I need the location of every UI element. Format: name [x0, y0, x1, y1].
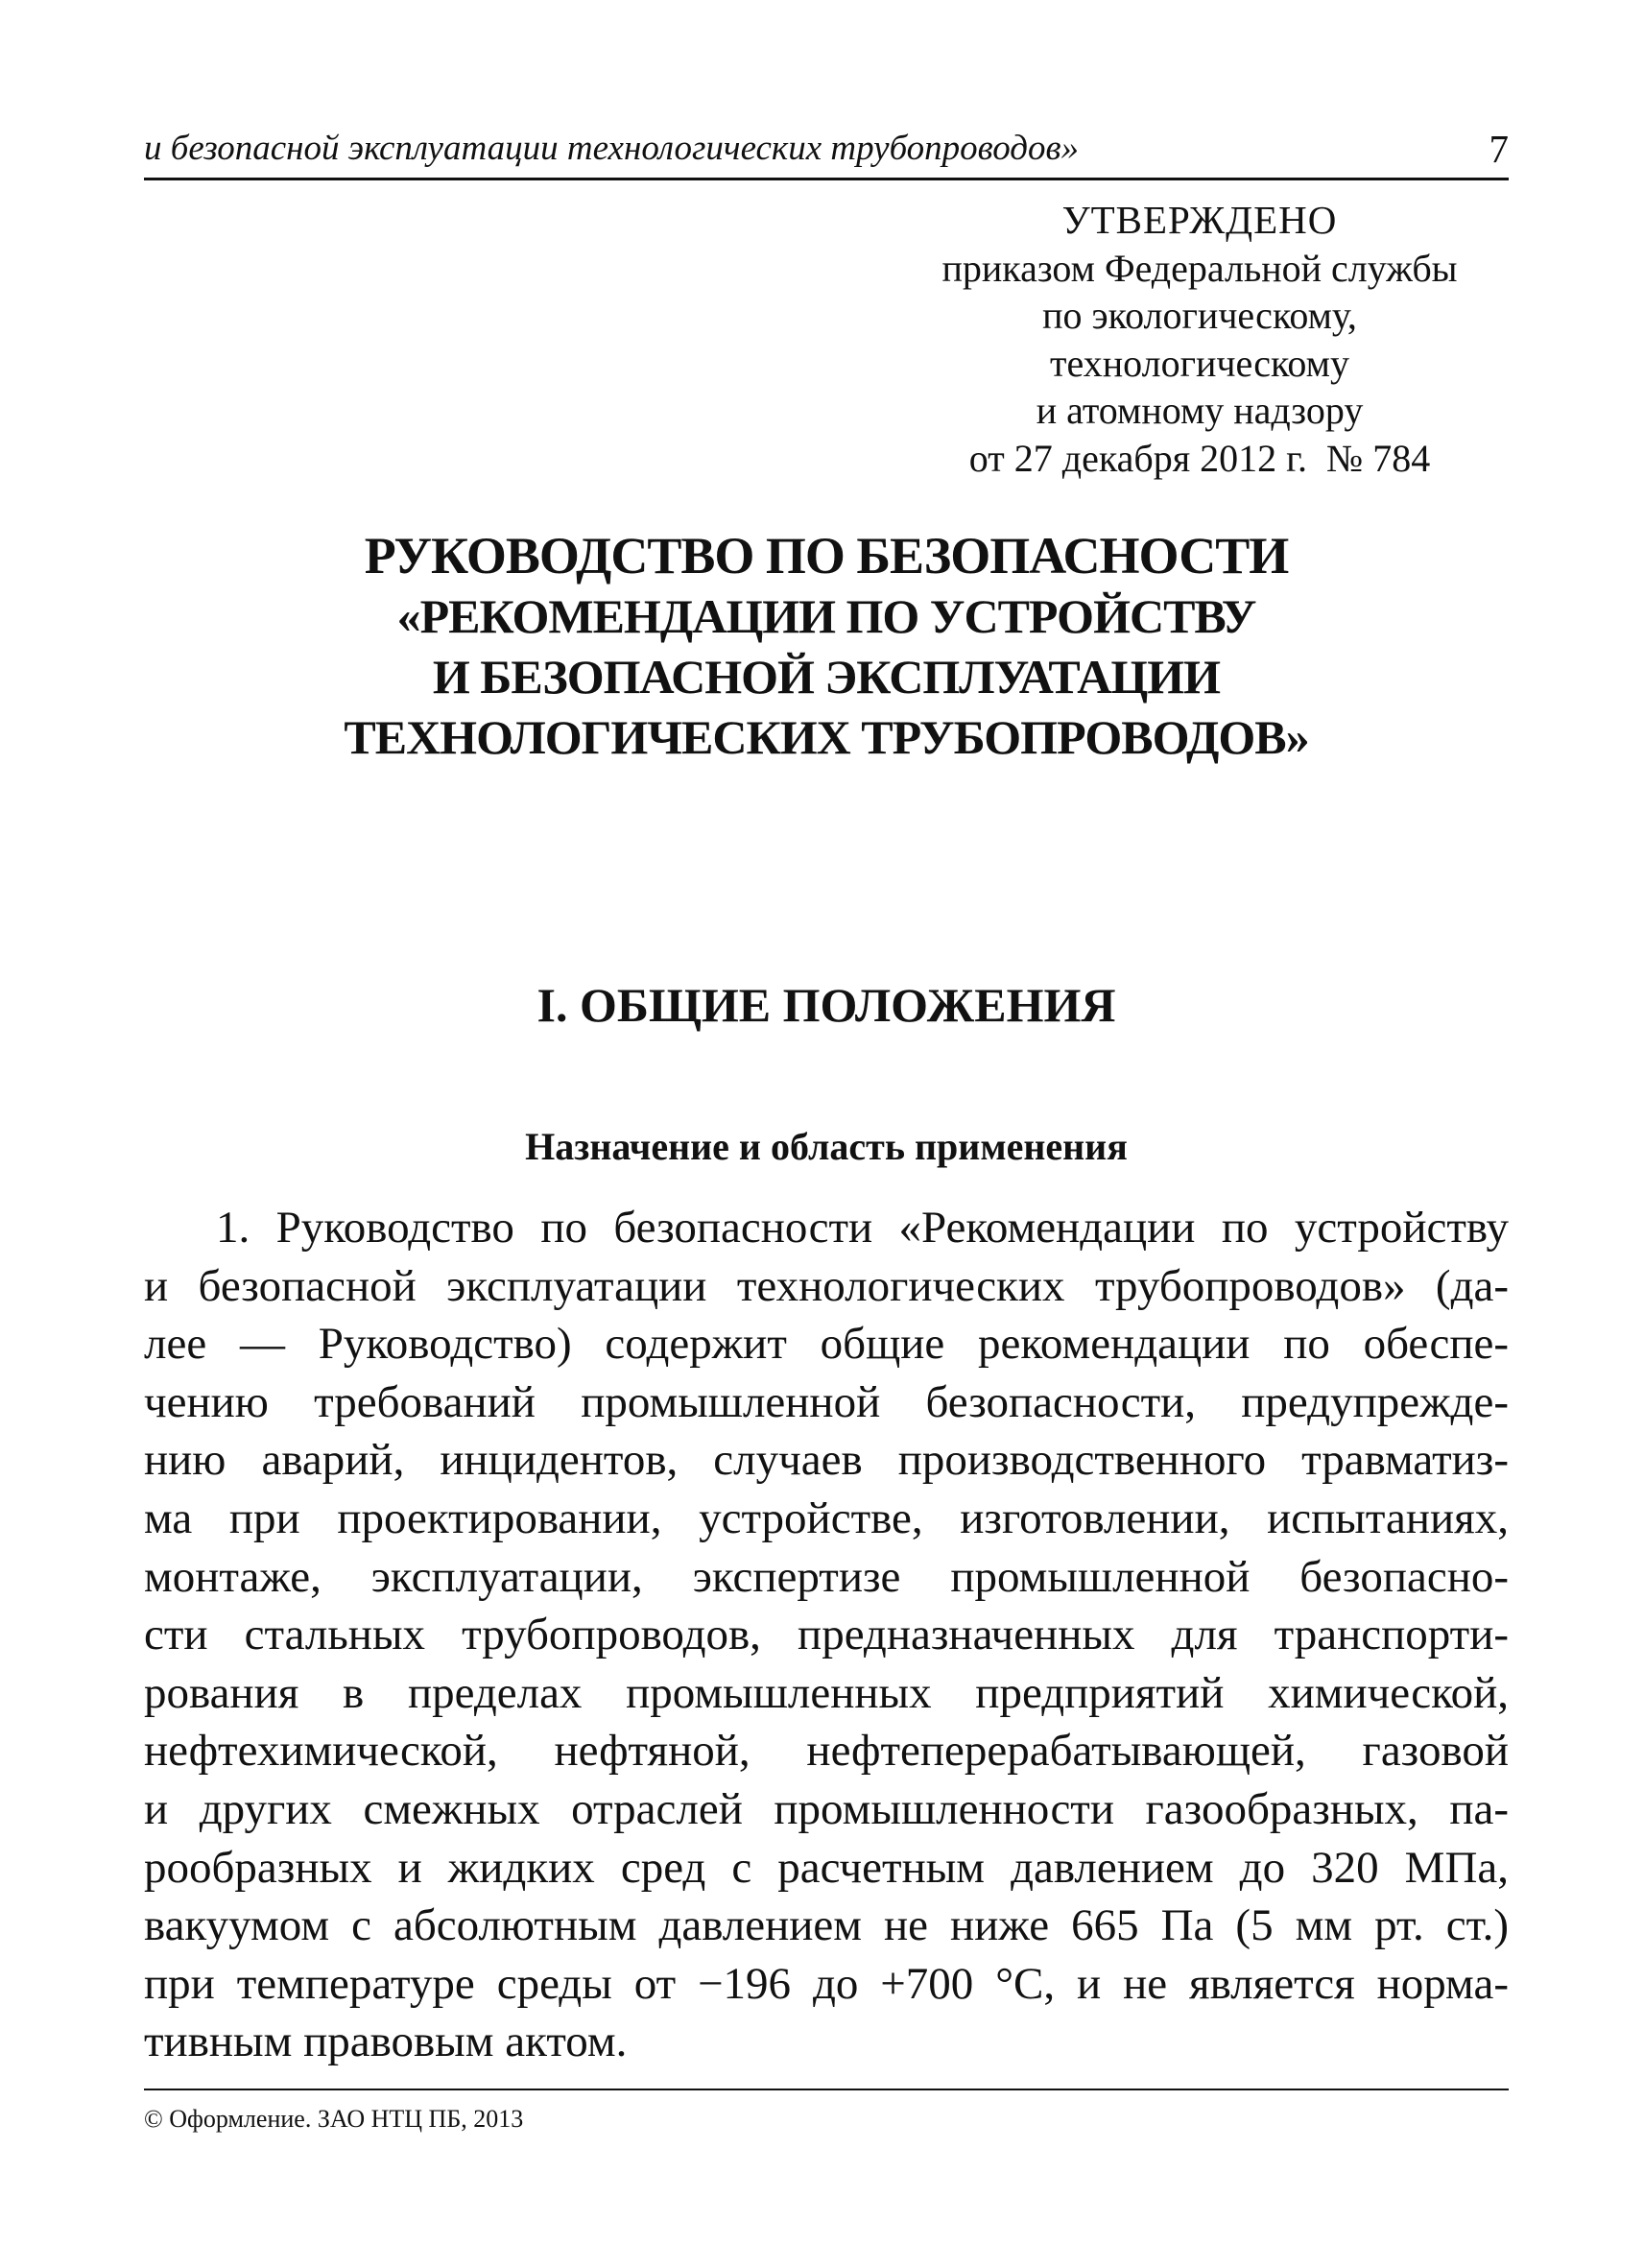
paragraph-1 — [144, 1199, 1509, 2071]
document-title-line: РУКОВОДСТВО ПО БЕЗОПАСНОСТИ — [364, 527, 1289, 585]
approval-order-date: от 27 декабря 2012 г. № 784 — [968, 436, 1431, 480]
paragraph-line: нию аварий, инцидентов, случаев производственного травматиз- — [144, 1435, 1509, 1486]
approval-stamp-heading: УТВЕРЖДЕНО — [1061, 198, 1338, 242]
footer-rule — [144, 2089, 1509, 2090]
paragraph-line: чению требований промышленной безопасности, предупрежде- — [144, 1376, 1509, 1427]
paragraph-line: рования в пределах промышленных предприятий химической, — [144, 1667, 1509, 1718]
paragraph-line: рообразных и жидких сред с расчетным давлением до 320 МПа, — [144, 1842, 1509, 1893]
paragraph-line: монтаже, эксплуатации, экспертизе промышленной безопасно- — [144, 1551, 1509, 1602]
paragraph-line: тивным правовым актом. — [144, 2017, 628, 2067]
paragraph-line: 1. Руководство по безопасности «Рекомендации по устройству — [216, 1203, 1509, 1253]
approval-line: приказом Федеральной службы — [941, 246, 1458, 290]
subsection-heading: Назначение и область применения — [525, 1125, 1128, 1168]
footer-copyright: © Оформление. ЗАО НТЦ ПБ, 2013 — [144, 2105, 524, 2133]
approval-line: и атомному надзору — [1036, 389, 1364, 432]
approval-line: по экологическому, — [1042, 294, 1357, 337]
document-title-line: И БЕЗОПАСНОЙ ЭКСПЛУАТАЦИИ — [432, 650, 1221, 704]
document-title — [144, 526, 1509, 768]
approval-line: технологическому — [1050, 341, 1349, 385]
document-title-line: «РЕКОМЕНДАЦИИ ПО УСТРОЙСТВУ — [396, 589, 1256, 643]
document-title-line: ТЕХНОЛОГИЧЕСКИХ ТРУБОПРОВОДОВ» — [344, 710, 1309, 764]
running-header-title: и безопасной эксплуатации технологических трубопроводов» — [144, 129, 1080, 168]
paragraph-line: сти стальных трубопроводов, предназначенных для транспорти- — [144, 1610, 1509, 1660]
paragraph-line: нефтехимической, нефтяной, нефтеперерабатывающей, газовой — [144, 1726, 1509, 1777]
paragraph-line: при температуре среды от −196 до +700 °С, и не является норма- — [144, 1958, 1509, 2009]
paragraph-line: и других смежных отраслей промышленности газообразных, па- — [144, 1783, 1509, 1834]
header-rule — [144, 178, 1509, 180]
paragraph-line: ма при проектировании, устройстве, изготовлении, испытаниях, — [144, 1492, 1509, 1543]
approval-block — [902, 197, 1497, 482]
paragraph-line: вакуумом с абсолютным давлением не ниже 665 Па (5 мм рт. ст.) — [144, 1900, 1509, 1951]
paragraph-line: лее — Руководство) содержит общие рекомендации по обеспе- — [144, 1319, 1509, 1370]
page-number: 7 — [1489, 127, 1509, 171]
section-heading: I. ОБЩИЕ ПОЛОЖЕНИЯ — [536, 978, 1116, 1032]
paragraph-line: и безопасной эксплуатации технологических трубопроводов» (да- — [144, 1260, 1509, 1311]
